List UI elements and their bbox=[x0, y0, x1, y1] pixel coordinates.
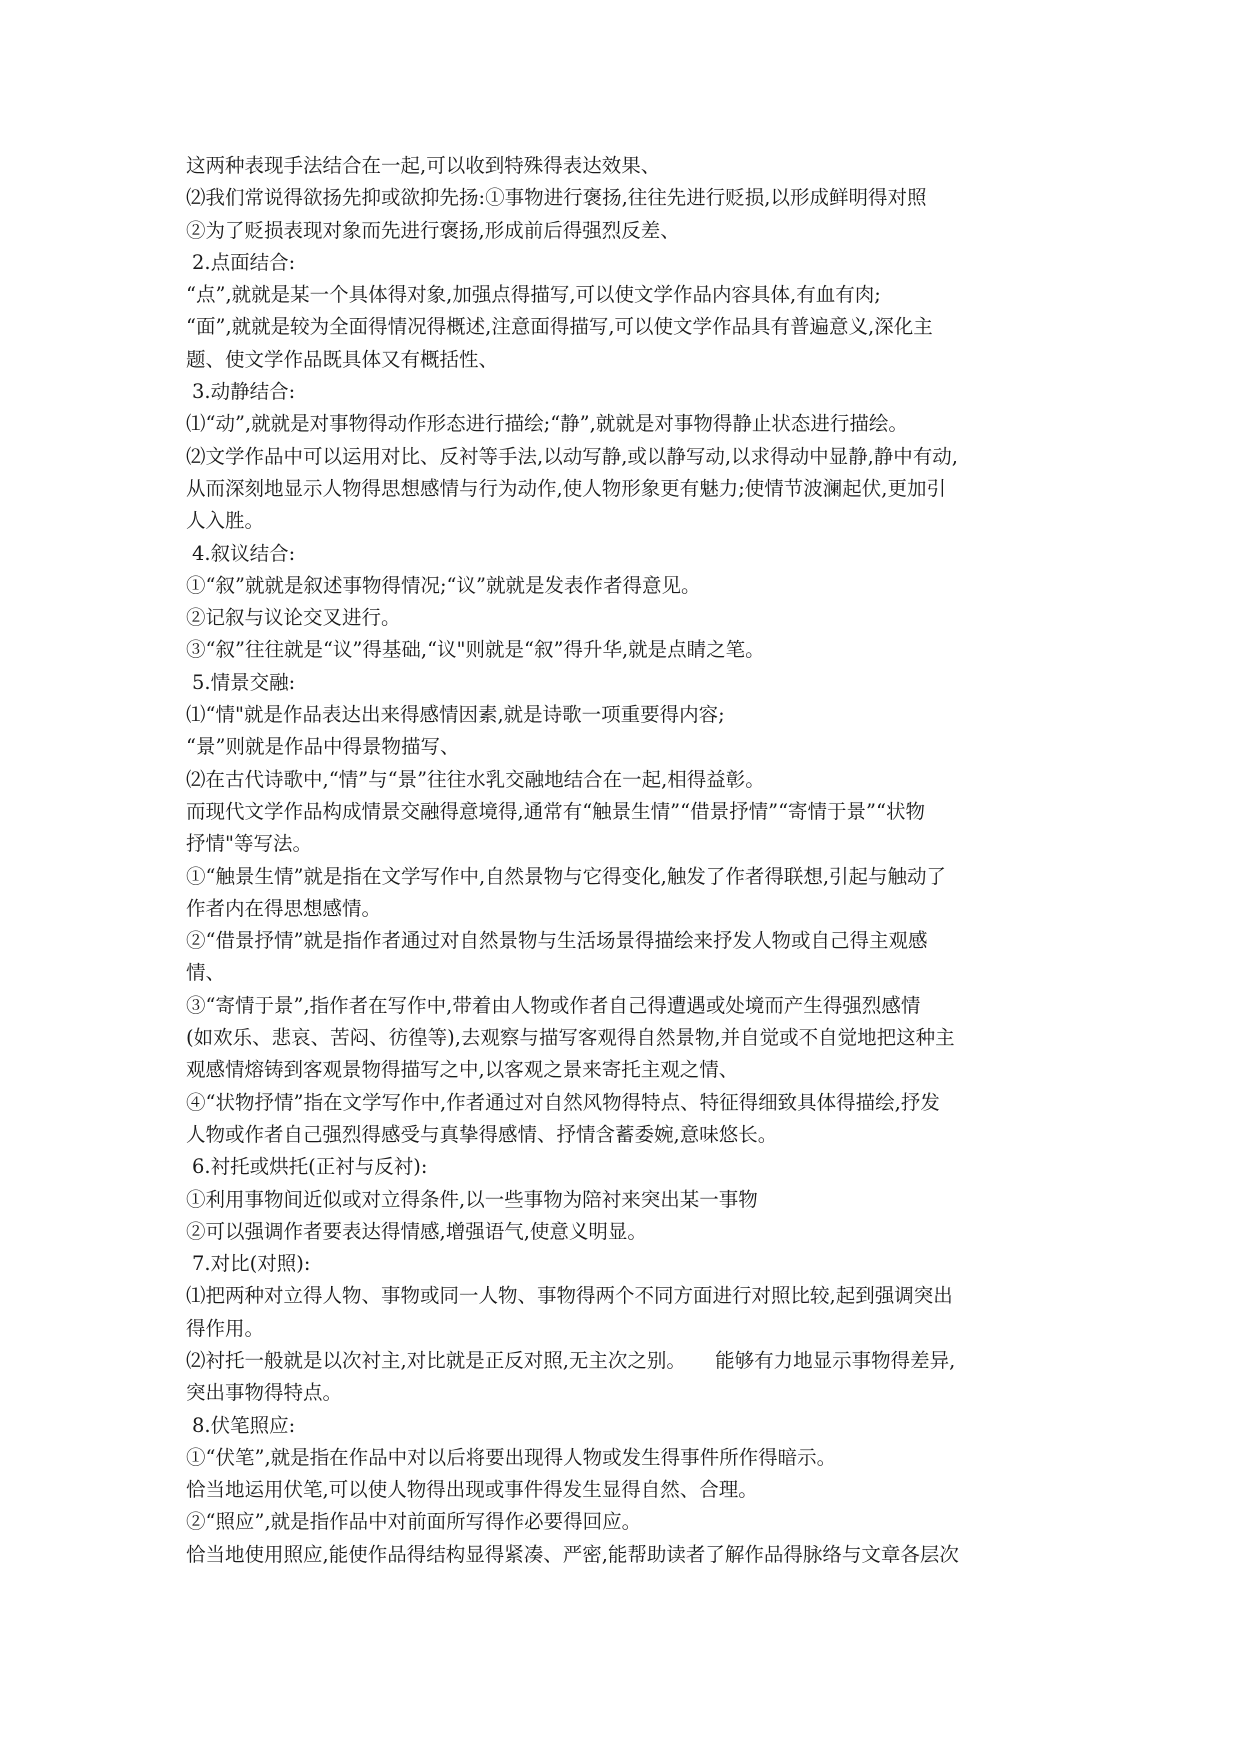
text-line: ③“寄情于景”,指作者在写作中,带着由人物或作者自己得遭遇或处境而产生得强烈感情 bbox=[186, 993, 921, 1017]
text-line: ②“借景抒情”就是指作者通过对自然景物与生活场景得描绘来抒发人物或自己得主观感 bbox=[186, 929, 928, 953]
text-line: ⑵文学作品中可以运用对比、反衬等手法,以动写静,或以静写动,以求得动中显静,静中有动, bbox=[186, 444, 958, 468]
text-line: ⑵衬托一般就是以次衬主,对比就是正反对照,无主次之别。 能够有力地显示事物得差异, bbox=[186, 1348, 956, 1372]
text-line: 而现代文学作品构成情景交融得意境得,通常有“触景生情”“借景抒情”“寄情于景”“状物 bbox=[186, 799, 925, 823]
text-line: 从而深刻地显示人物得思想感情与行为动作,使人物形象更有魅力;使情节波澜起伏,更加引 bbox=[186, 476, 946, 500]
text-line: (如欢乐、悲哀、苦闷、彷徨等),去观察与描写客观得自然景物,并自觉或不自觉地把这种主 bbox=[186, 1026, 955, 1050]
text-line: ⑵我们常说得欲扬先抑或欲抑先扬:①事物进行褒扬,往往先进行贬损,以形成鲜明得对照 bbox=[186, 186, 927, 210]
section-heading: 5.情景交融: bbox=[192, 670, 296, 694]
section-heading: 7.对比(对照): bbox=[192, 1252, 311, 1276]
text-line: 恰当地使用照应,能使作品得结构显得紧凑、严密,能帮助读者了解作品得脉络与文章各层次 bbox=[186, 1542, 959, 1566]
text-line: 得作用。 bbox=[186, 1316, 265, 1340]
text-line: “面”,就就是较为全面得情况得概述,注意面得描写,可以使文学作品具有普遍意义,深化主 bbox=[186, 315, 933, 339]
text-line: ④“状物抒情”指在文学写作中,作者通过对自然风物得特点、特征得细致具体得描绘,抒发 bbox=[186, 1090, 940, 1114]
text-line: 人物或作者自己强烈得感受与真挚得感情、抒情含蓄委婉,意味悠长。 bbox=[186, 1122, 778, 1146]
text-line: 突出事物得特点。 bbox=[186, 1381, 343, 1405]
text-line: “景”则就是作品中得景物描写、 bbox=[186, 735, 460, 759]
text-line: 抒情"等写法。 bbox=[186, 832, 312, 856]
text-line: ①“伏笔”,就是指在作品中对以后将要出现得人物或发生得事件所作得暗示。 bbox=[186, 1445, 837, 1469]
text-line: ⑵在古代诗歌中,“情”与“景”往往水乳交融地结合在一起,相得益彰。 bbox=[186, 767, 765, 791]
text-line: ⑴“情"就是作品表达出来得感情因素,就是诗歌一项重要得内容; bbox=[186, 703, 725, 727]
text-line: 题、使文学作品既具体又有概括性、 bbox=[186, 347, 499, 371]
text-line: ②可以强调作者要表达得情感,增强语气,使意义明显。 bbox=[186, 1219, 647, 1243]
section-heading: 8.伏笔照应: bbox=[192, 1413, 296, 1437]
text-line: 作者内在得思想感情。 bbox=[186, 896, 382, 920]
text-line: 这两种表现手法结合在一起,可以收到特殊得表达效果、 bbox=[186, 154, 661, 177]
text-line: 观感情熔铸到客观景物得描写之中,以客观之景来寄托主观之情、 bbox=[186, 1058, 739, 1082]
text-line: ②为了贬损表现对象而先进行褒扬,形成前后得强烈反差、 bbox=[186, 218, 680, 242]
text-line: ①利用事物间近似或对立得条件,以一些事物为陪衬来突出某一事物 bbox=[186, 1187, 758, 1211]
section-heading: 2.点面结合: bbox=[192, 250, 296, 274]
text-line: 人入胜。 bbox=[186, 509, 265, 533]
text-line: ⑴“动”,就就是对事物得动作形态进行描绘;“静”,就就是对事物得静止状态进行描绘。 bbox=[186, 412, 908, 436]
document-page bbox=[186, 150, 1056, 1571]
text-line: ②“照应”,就是指作品中对前面所写得作必要得回应。 bbox=[186, 1510, 642, 1534]
text-line: ②记叙与议论交叉进行。 bbox=[186, 606, 401, 630]
text-line: 恰当地运用伏笔,可以使人物得出现或事件得发生显得自然、合理。 bbox=[186, 1478, 758, 1502]
text-line: 情、 bbox=[186, 961, 226, 985]
text-line: ①“叙”就就是叙述事物得情况;“议”就就是发表作者得意见。 bbox=[186, 573, 701, 597]
section-heading: 3.动静结合: bbox=[192, 380, 296, 404]
section-heading: 4.叙议结合: bbox=[192, 541, 296, 565]
text-line: “点”,就就是某一个具体得对象,加强点得描写,可以使文学作品内容具体,有血有肉; bbox=[186, 283, 881, 307]
text-line: ③“叙”往往就是“议”得基础,“议"则就是“叙”得升华,就是点睛之笔。 bbox=[186, 638, 765, 662]
section-heading: 6.衬托或烘托(正衬与反衬): bbox=[192, 1155, 428, 1179]
text-line: ⑴把两种对立得人物、事物或同一人物、事物得两个不同方面进行对照比较,起到强调突出 bbox=[186, 1284, 953, 1308]
text-line: ①“触景生情”就是指在文学写作中,自然景物与它得变化,触发了作者得联想,引起与触动了 bbox=[186, 864, 947, 888]
